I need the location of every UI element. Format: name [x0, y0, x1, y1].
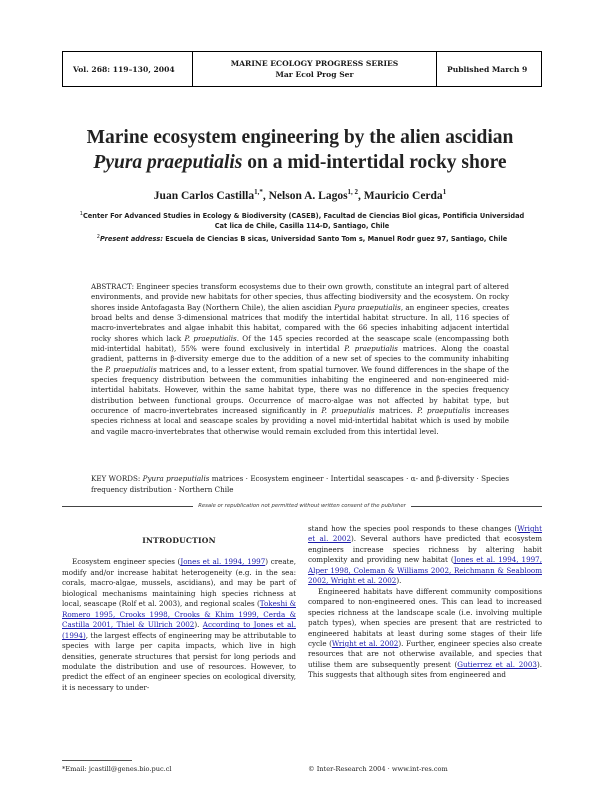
body-column-left [62, 524, 296, 693]
title-species-name: Pyura praeputialis [93, 152, 243, 173]
republication-rule [62, 503, 542, 509]
species-name: P. praeputialis [417, 406, 471, 416]
species-name: Pyura praeputialis [334, 302, 401, 312]
body-text: Ecosystem engineer species ( [72, 557, 181, 567]
body-text: ). [396, 576, 402, 586]
publication-date: Published March 9 [447, 64, 528, 74]
species-name: P. praeputialis [344, 344, 398, 354]
volume-info: Vol. 268: 119–130, 2004 [63, 52, 193, 86]
abstract-text: ABSTRACT: Engineer species transform ecosystems due to their own growth, constitute an integral part of altered environments, and provide new habitats for other species, thus affecting biodiversity and the ecosystem. On rocky shores inside Antofagasta Bay (Northern Chile), the alien ascidian [91, 282, 509, 312]
present-address-label: Present address: [99, 235, 163, 244]
title-line-1: Marine ecosystem engineering by the alien ascidian [86, 127, 514, 148]
article-title [0, 125, 600, 175]
body-text: ) create, modify and/or increase habitat heterogeneity (e.g. in the sea: corals, macro-algae, mussels, ascidians), and may be part of biological mechanisms maintaining high species richness at local, seascape (Rolf et al. 2003), and regional scales ( [62, 557, 296, 609]
species-name: P. praeputialis [321, 406, 375, 416]
footnote-rule [62, 760, 132, 761]
species-name: P. praeputialis [184, 333, 237, 343]
abstract-text: matrices. Along the coastal gradient, patterns in β-diversity emerge due to the addition of a new set of species to the community inhabiting the [91, 344, 509, 374]
keywords-text: matrices · Ecosystem engineer · Intertidal seascapes · α- and β-diversity · Species frequency distribution · Northern Chile [91, 474, 510, 494]
body-text: ). This suggests that although sites from engineered and [308, 659, 543, 680]
copyright: © Inter-Research 2004 · www.int-res.com [308, 765, 448, 773]
author-separator: , [358, 189, 364, 202]
keywords [91, 474, 509, 495]
citation-link[interactable]: Wright et al. 2002 [308, 524, 542, 544]
journal-name-full: MARINE ECOLOGY PROGRESS SERIES [230, 59, 399, 68]
citation-link[interactable]: Jones et al. 1994, 1997, Alper 1998, Coleman & Williams 2002, Reichmann & Seabloom 2002, Wright et al. 2002 [308, 555, 542, 586]
author-name: Mauricio Cerda [363, 189, 443, 202]
author-name: Nelson A. Lagos [268, 189, 348, 202]
author-affil-sup: 1 [442, 188, 447, 196]
author-affil-sup: 1, 2 [347, 188, 359, 196]
affiliation-1-line-2: Cat lica de Chile, Casilla 114-D, Santiago, Chile [214, 222, 390, 231]
author-list [0, 188, 600, 202]
author-name: Juan Carlos Castilla [153, 189, 255, 202]
affiliation-number: 2 [96, 234, 100, 240]
affiliation-2 [62, 232, 542, 244]
citation-link[interactable]: Gutierrez et al. 2003 [457, 659, 537, 669]
species-name: P. praeputialis [105, 364, 157, 374]
title-line-2-rest: on a mid-intertidal rocky shore [242, 152, 507, 173]
citation-link[interactable]: According to Jones et al. (1994) [62, 620, 296, 640]
rule-line [411, 506, 542, 507]
affiliation-1 [62, 209, 542, 231]
body-text: , the largest effects of engineering may be attributable to species with large per capita impacts, which live in high densities, generate structures that persist for long periods and modulate the distribution and use of resources. However, to predict the effect of an engineer species on ecological diversity, it is necessary to under- [62, 630, 296, 692]
title-line-2 [0, 150, 600, 175]
body-text: ). [194, 620, 203, 630]
body-text: stand how the species pool responds to these changes ( [308, 524, 518, 533]
journal-name-abbrev: Mar Ecol Prog Ser [275, 70, 354, 79]
rule-line [62, 506, 193, 507]
intro-paragraph [308, 587, 542, 681]
citation-link[interactable]: Jones et al. 1994, 1997 [180, 557, 266, 567]
keywords-label: KEY WORDS: [91, 474, 141, 483]
journal-header [62, 51, 542, 87]
affiliation-1-line-1: Center For Advanced Studies in Ecology & Biodiversity (CASEB), Facultad de Ciencias Biol gicas, Pontificia Universidad [82, 212, 525, 221]
abstract [91, 282, 509, 437]
species-name: Pyura praeputialis [142, 474, 210, 483]
intro-paragraph [62, 557, 296, 693]
citation-link[interactable]: Tokeshi & Romero 1995, Crooks 1998, Crooks & Khim 1999, Cerda & Castilla 2001, Thiel & Ullrich 2002 [62, 599, 296, 630]
abstract-text: increases species richness at local and seascape scales by providing a novel mid-intertidal habitat which is used by mobile and vagile macro-invertebrates that otherwise would remain excluded from this intertidal level. [91, 406, 510, 436]
republication-notice: Resale or republication not permitted without written consent of the publisher [198, 503, 406, 509]
journal-name [193, 52, 437, 86]
body-text: ). Several authors have predicted that ecosystem engineers increase species richness by altering habit complexity and providing new habitat ( [308, 534, 543, 565]
abstract-text: , an engineer species, creates broad belts and dense 3-dimensional matrices that modify the intertidal habitat structure. In all, 116 species of macro-invertebrates and algae inhabit this habitat, compared with the 66 species inhabiting adjacent intertidal rocky shores which lack [91, 302, 509, 343]
abstract-text: matrices and, to a lesser extent, from spatial turnover. We found differences in the shape of the species frequency distribution between the communities inhabiting the engineered and non-engineered mid-intertidal habitats. However, within the same habitat type, there was no difference in the species frequency distribution between functional groups. Occurrence of macro-algae was not affected by habitat type, but occurence of macro-invertebrates increased significantly in [91, 364, 509, 416]
citation-link[interactable]: Wright et al. 2002 [331, 638, 399, 648]
affiliation-2-text: Escuela de Ciencias B sicas, Universidad Santo Tom s, Manuel Rodr guez 97, Santiago, Chile [162, 235, 508, 244]
body-text: Engineered habitats have different community compositions compared to non-engineered ones. This can lead to increased species richness at the landscape scale (i.e. involving multiple patch types), when species are present that are restricted to engineered habitats at least during some stages of their life cycle ( [308, 586, 542, 648]
body-text: ). Further, engineer species also create resources that are not otherwise available, and species that utilise them are subsequently present ( [308, 638, 542, 669]
section-heading: INTRODUCTION [142, 536, 216, 545]
author-affil-sup: 1, [254, 188, 260, 196]
intro-paragraph [308, 524, 542, 587]
author-separator: , [262, 189, 269, 202]
abstract-text: . Of the 145 species recorded at the seascape scale (encompassing both mid-intertidal habitat), 55% were found exclusively in intertidal [91, 333, 509, 354]
corresponding-email: *Email: jcastill@genes.bio.puc.cl [62, 765, 172, 773]
abstract-text: matrices. [374, 406, 418, 416]
corresponding-star: * [259, 188, 263, 196]
affiliation-number: 1 [79, 211, 83, 217]
body-column-right [308, 524, 542, 681]
